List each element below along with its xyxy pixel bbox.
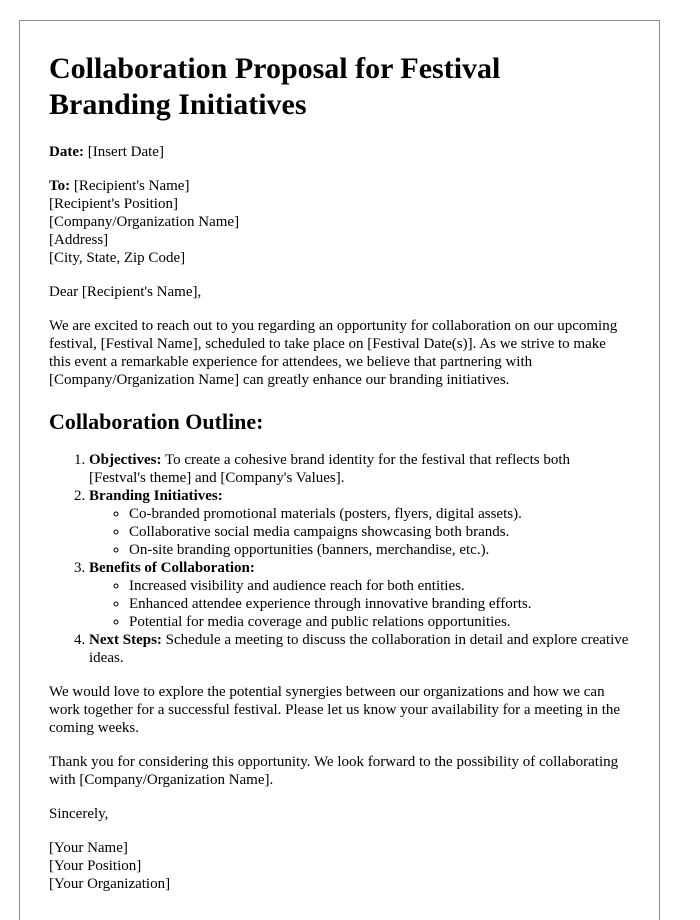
intro-paragraph: We are excited to reach out to you regarding an opportunity for collaboration on our upcoming festival, [Festival Name], scheduled to take place on [Festival Date(s)]. As we strive to make this event a remarkable experience for attendees, we believe that partnering with [Company/Organization Name] can greatly enhance our branding initiatives.	[49, 318, 618, 388]
outline-item-objectives	[89, 451, 629, 487]
outline-item-branding	[89, 487, 629, 559]
date-value: [Insert Date]	[83, 144, 164, 160]
branding-sublist	[89, 505, 629, 559]
signature-organization: [Your Organization]	[49, 876, 171, 892]
recipient-label: To:	[49, 178, 71, 194]
recipient-position: [Recipient's Position]	[49, 196, 178, 212]
recipient-company: [Company/Organization Name]	[49, 214, 240, 230]
recipient-address: [Address]	[49, 232, 109, 248]
outline-item-benefits	[89, 559, 629, 631]
signoff: Sincerely,	[49, 806, 109, 822]
outline-list	[49, 451, 629, 667]
recipient-city: [City, State, Zip Code]	[49, 250, 186, 266]
outline-item-label: Objectives:	[89, 452, 162, 468]
list-item: ◦ Enhanced attendee experience through innovative branding efforts.	[129, 595, 629, 613]
outline-item-text: To create a cohesive brand identity for the festival that reflects both [Festval's theme] and [Company's Values].	[89, 452, 570, 486]
date-label: Date:	[49, 144, 84, 160]
outline-item-text: Schedule a meeting to discuss the collaboration in detail and explore creative ideas.	[89, 632, 629, 666]
closing-paragraph-1: We would love to explore the potential synergies between our organizations and how we can work together for a successful festival. Please let us know your availability for a meeting in the coming weeks.	[49, 684, 621, 736]
list-item: ◦ Collaborative social media campaigns showcasing both brands.	[129, 523, 629, 541]
list-item: ◦ On-site branding opportunities (banners, merchandise, etc.).	[129, 541, 629, 559]
list-item: ◦ Increased visibility and audience reach for both entities.	[129, 577, 629, 595]
outline-item-label: Next Steps:	[89, 632, 162, 648]
salutation: Dear [Recipient's Name],	[49, 284, 202, 300]
outline-item-next-steps	[89, 631, 629, 667]
recipient-name-line	[49, 177, 629, 195]
recipient-name: [Recipient's Name]	[70, 178, 190, 194]
signature-position: [Your Position]	[49, 858, 142, 874]
outline-item-label: Benefits of Collaboration:	[89, 560, 255, 576]
date-line	[49, 143, 629, 161]
signature-name: [Your Name]	[49, 840, 128, 856]
document-title: Collaboration Proposal for Festival Branding Initiatives	[49, 52, 501, 121]
outline-item-label: Branding Initiatives:	[89, 488, 223, 504]
list-item: ◦ Potential for media coverage and public relations opportunities.	[129, 613, 629, 631]
letter-page	[19, 20, 660, 920]
outline-heading: Collaboration Outline:	[49, 409, 264, 434]
closing-paragraph-2: Thank you for considering this opportunity. We look forward to the possibility of collaborating with [Company/Organization Name].	[49, 754, 619, 788]
list-item: ◦ Co-branded promotional materials (posters, flyers, digital assets).	[129, 505, 629, 523]
benefits-sublist	[89, 577, 629, 631]
recipient-block	[49, 177, 629, 267]
signature-block	[49, 839, 629, 893]
